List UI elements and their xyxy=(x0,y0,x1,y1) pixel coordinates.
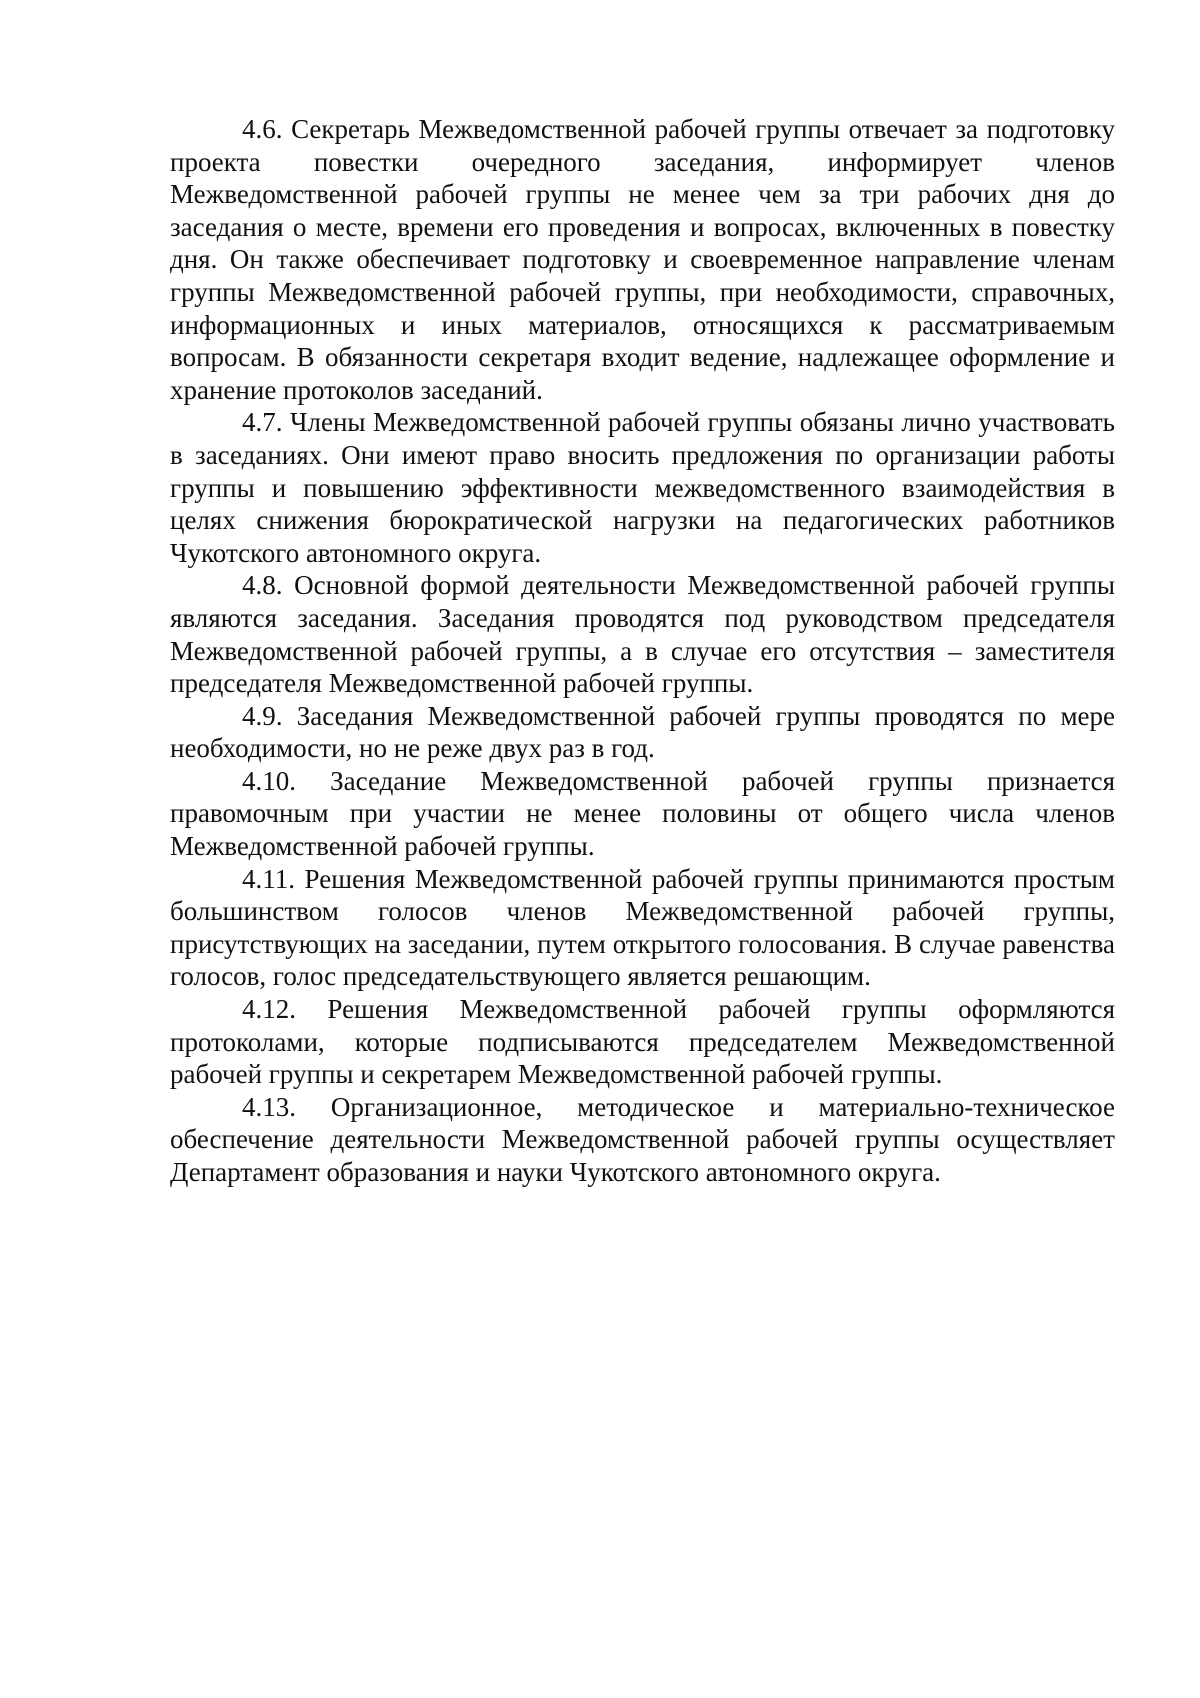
paragraph-4-8: 4.8. Основной формой деятельности Межведомственной рабочей группы являются заседания. Заседания проводятся под руководством председателя Межведомственной рабочей группы, а в случае его отсутствия – заместителя председателя Межведомственной рабочей группы. xyxy=(170,570,1115,699)
paragraph-4-7: 4.7. Члены Межведомственной рабочей группы обязаны лично участвовать в заседаниях. Они имеют право вносить предложения по организации работы группы и повышению эффективности межведомственного взаимодействия в целях снижения бюрократической нагрузки на педагогических работников Чукотского автономного округа. xyxy=(170,407,1115,568)
paragraph-4-9: 4.9. Заседания Межведомственной рабочей группы проводятся по мере необходимости, но не реже двух раз в год. xyxy=(170,700,1115,764)
document-body xyxy=(170,113,1115,1189)
paragraph-4-10: 4.10. Заседание Межведомственной рабочей группы признается правомочным при участии не менее половины от общего числа членов Межведомственной рабочей группы. xyxy=(170,765,1115,862)
paragraph-4-6: 4.6. Секретарь Межведомственной рабочей группы отвечает за подготовку проекта повестки очередного заседания, информирует членов Межведомственной рабочей группы не менее чем за три рабочих дня до заседания о месте, времени его проведения и вопросах, включенных в повестку дня. Он также обеспечивает подготовку и своевременное направление членам группы Межведомственной рабочей группы, при необходимости, справочных, информационных и иных материалов, относящихся к рассматриваемым вопросам. В обязанности секретаря входит ведение, надлежащее оформление и хранение протоколов заседаний. xyxy=(170,114,1115,405)
paragraph-4-11: 4.11. Решения Межведомственной рабочей группы принимаются простым большинством голосов членов Межведомственной рабочей группы, присутствующих на заседании, путем открытого голосования. В случае равенства голосов, голос председательствующего является решающим. xyxy=(170,863,1115,992)
paragraph-4-12: 4.12. Решения Межведомственной рабочей группы оформляются протоколами, которые подписываются председателем Межведомственной рабочей группы и секретарем Межведомственной рабочей группы. xyxy=(170,994,1115,1090)
paragraph-4-13: 4.13. Организационное, методическое и материально-техническое обеспечение деятельности Межведомственной рабочей группы осуществляет Департамент образования и науки Чукотского автономного округа. xyxy=(170,1091,1115,1187)
